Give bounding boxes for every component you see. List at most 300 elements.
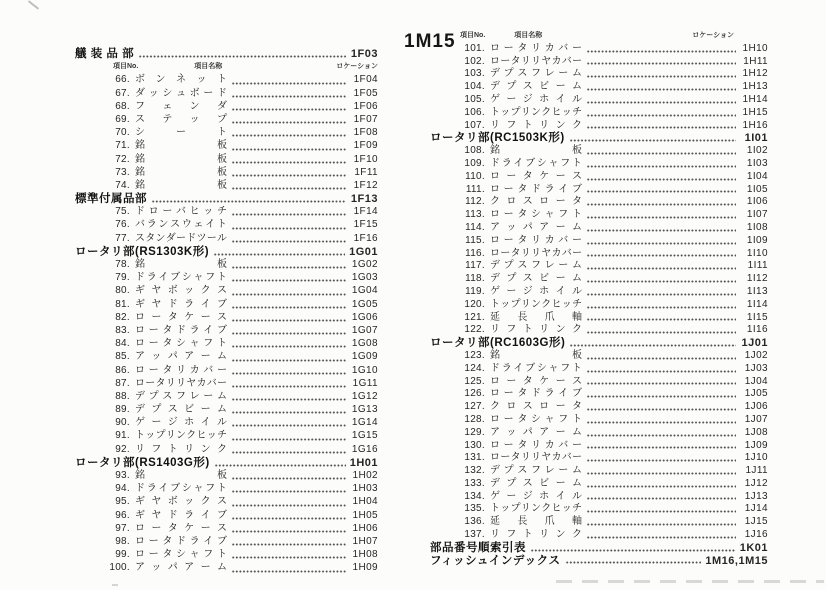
item-row bbox=[430, 184, 768, 197]
location-code: 1J10 bbox=[744, 452, 768, 464]
section-header-row bbox=[75, 246, 378, 259]
item-name: デ プ ス ビ ー ム bbox=[490, 81, 582, 93]
item-number: 90. bbox=[115, 417, 130, 429]
scan-artifact bbox=[556, 580, 824, 583]
scan-artifact bbox=[28, 0, 39, 10]
location-code: 1G03 bbox=[351, 272, 378, 284]
location-code: 1I06 bbox=[746, 196, 768, 208]
dot-leader bbox=[215, 464, 346, 467]
item-number: 82. bbox=[115, 311, 130, 323]
item-row bbox=[430, 56, 768, 69]
dot-leader bbox=[587, 497, 736, 500]
dot-leader bbox=[232, 543, 346, 546]
dot-leader bbox=[587, 523, 736, 526]
item-name-header: 項目名称 bbox=[194, 63, 223, 71]
section-header-row bbox=[75, 193, 378, 206]
dot-leader bbox=[587, 446, 736, 449]
item-name: リ フ ト リ ン ク bbox=[490, 324, 582, 336]
dot-leader bbox=[587, 395, 736, 398]
section-title: ロータリ部(RC1603G形) bbox=[430, 337, 566, 350]
item-name: ロ ー タ ド ラ イ ブ bbox=[490, 183, 582, 195]
location-code: 1J08 bbox=[744, 426, 768, 438]
item-row bbox=[75, 259, 378, 272]
item-number: 137. bbox=[464, 529, 485, 541]
item-name: ロ ー タ ド ラ イ ブ bbox=[490, 388, 582, 400]
item-name: ア ッ パ ア ー ム bbox=[490, 221, 582, 233]
item-row bbox=[430, 363, 768, 376]
location-code: 1J04 bbox=[744, 375, 768, 387]
item-name: ロ ー タ リ カ バ ー bbox=[490, 439, 582, 451]
item-name: 銘 板 bbox=[135, 166, 227, 178]
item-name: デ プ ス ビ ー ム bbox=[490, 477, 582, 489]
item-name: デ プ ス ビ ー ム bbox=[490, 273, 582, 285]
location-code: 1G13 bbox=[351, 404, 378, 416]
location-header: ロケーション bbox=[692, 32, 734, 39]
item-row bbox=[75, 74, 378, 87]
location-code: 1G15 bbox=[351, 430, 378, 442]
location-code: 1F03 bbox=[350, 48, 378, 60]
item-name: デ プ ス フ レ ー ム bbox=[490, 68, 582, 80]
location-code: 1J12 bbox=[744, 477, 768, 489]
dot-leader bbox=[232, 121, 346, 124]
item-name: 銘 板 bbox=[135, 140, 227, 152]
item-name: ロ ー タ ケ ー ス bbox=[490, 170, 582, 182]
dot-leader bbox=[587, 216, 736, 219]
item-row bbox=[430, 68, 768, 81]
location-code: 1H11 bbox=[743, 55, 768, 67]
item-row bbox=[430, 196, 768, 209]
item-row bbox=[75, 470, 378, 483]
item-row bbox=[75, 510, 378, 523]
location-code: 1F04 bbox=[353, 74, 378, 86]
item-number: 115. bbox=[465, 234, 485, 246]
item-name: ロ ー タ リ カ バ ー bbox=[135, 364, 227, 376]
item-number: 102. bbox=[464, 55, 485, 67]
location-code: 1F05 bbox=[353, 87, 378, 99]
item-name: リ フ ト リ ン ク bbox=[490, 529, 582, 541]
item-number: 129. bbox=[464, 426, 485, 438]
dot-leader bbox=[587, 472, 736, 475]
item-name: ト ッ プ リ ン ク ヒ ッ チ bbox=[490, 106, 582, 118]
item-row bbox=[75, 154, 378, 167]
item-row bbox=[430, 350, 768, 363]
location-code: 1I16 bbox=[746, 324, 768, 336]
section-header-row bbox=[430, 337, 768, 350]
location-code: 1F11 bbox=[354, 166, 378, 178]
dot-leader bbox=[587, 229, 736, 232]
item-number: 133. bbox=[464, 477, 485, 489]
item-name: ス タ ン ダ ー ド ツ ー ル bbox=[135, 232, 227, 244]
scan-artifact bbox=[112, 584, 118, 586]
item-name: ロ ー タ リ リ ヤ カ バ ー bbox=[490, 247, 582, 259]
item-name: バ ラ ン ス ウ ェ イ ト bbox=[135, 219, 227, 231]
item-number: 91. bbox=[115, 430, 130, 442]
dot-leader bbox=[587, 306, 736, 309]
location-code: 1G02 bbox=[351, 259, 378, 270]
item-number: 81. bbox=[115, 298, 130, 310]
item-number: 71. bbox=[115, 140, 130, 152]
location-code: 1G12 bbox=[351, 390, 378, 402]
location-code: 1H01 bbox=[349, 456, 378, 469]
item-number: 123. bbox=[464, 349, 485, 361]
location-code: 1F10 bbox=[353, 153, 378, 165]
item-row bbox=[75, 88, 378, 101]
item-row bbox=[75, 338, 378, 351]
item-number: 95. bbox=[115, 496, 130, 508]
item-number: 116. bbox=[465, 247, 485, 259]
section-title: 標準付属品部 bbox=[75, 193, 147, 206]
dot-leader bbox=[587, 254, 736, 257]
item-name: 銘 板 bbox=[135, 153, 227, 165]
location-code: 1H10 bbox=[742, 42, 768, 54]
location-code: 1F08 bbox=[353, 127, 378, 139]
dot-leader bbox=[232, 530, 346, 533]
item-name: 延 長 爪 軸 bbox=[490, 311, 582, 323]
item-row bbox=[75, 167, 378, 180]
location-code: 1J06 bbox=[744, 401, 768, 413]
dot-leader bbox=[232, 451, 346, 454]
dot-leader bbox=[587, 126, 736, 129]
item-number: 128. bbox=[464, 413, 485, 425]
item-row bbox=[430, 376, 768, 389]
item-row bbox=[430, 503, 768, 516]
item-number: 130. bbox=[464, 439, 485, 451]
item-row bbox=[430, 491, 768, 504]
item-number: 85. bbox=[115, 351, 130, 363]
item-row bbox=[430, 427, 768, 440]
location-code: 1F06 bbox=[353, 100, 378, 112]
dot-leader bbox=[587, 267, 736, 270]
dot-leader bbox=[587, 459, 736, 462]
section-title: ロータリ部(RS1303K形) bbox=[75, 245, 210, 258]
item-row bbox=[430, 120, 768, 133]
dot-leader bbox=[232, 95, 346, 98]
dot-leader bbox=[232, 213, 346, 216]
dot-leader bbox=[152, 200, 346, 203]
dot-leader bbox=[232, 227, 346, 230]
dot-leader bbox=[570, 139, 736, 142]
location-code: 1I08 bbox=[746, 221, 768, 233]
item-row bbox=[75, 101, 378, 114]
item-name: ロ ー タ リ カ バ ー bbox=[490, 234, 582, 246]
item-name: ロ ー タ リ カ バ ー bbox=[490, 42, 582, 54]
item-name: ロ ー タ ケ ー ス bbox=[135, 311, 227, 323]
item-row bbox=[75, 233, 378, 246]
item-number: 119. bbox=[465, 285, 485, 297]
dot-leader bbox=[232, 279, 346, 282]
item-name: ギ ヤ ド ラ イ ブ bbox=[135, 298, 227, 310]
item-number: 73. bbox=[115, 166, 130, 178]
location-code: 1H16 bbox=[742, 119, 768, 131]
item-number: 87. bbox=[115, 377, 130, 389]
item-number: 98. bbox=[115, 535, 130, 547]
dot-leader bbox=[587, 280, 736, 283]
item-row bbox=[430, 107, 768, 120]
item-number: 132. bbox=[464, 465, 485, 477]
item-number: 84. bbox=[115, 338, 130, 350]
item-row bbox=[75, 496, 378, 509]
item-number: 86. bbox=[115, 364, 130, 376]
item-number: 131. bbox=[464, 452, 485, 464]
item-number: 134. bbox=[464, 490, 485, 502]
item-name: ロ ー タ ド ラ イ ブ bbox=[135, 535, 227, 547]
item-number: 127. bbox=[464, 401, 485, 413]
column-header-row bbox=[430, 30, 768, 43]
dot-leader bbox=[587, 165, 736, 168]
location-code: 1H09 bbox=[352, 562, 378, 574]
location-code: 1G04 bbox=[351, 285, 378, 297]
location-header: ロケーション bbox=[336, 63, 378, 71]
item-name: ロ ー タ ケ ー ス bbox=[135, 522, 227, 534]
dot-leader bbox=[232, 490, 346, 493]
section-title: 部品番号順索引表 bbox=[430, 541, 526, 554]
location-code: 1F13 bbox=[350, 193, 378, 206]
section-header-row bbox=[75, 48, 378, 61]
location-code: 1H04 bbox=[352, 496, 378, 508]
dot-leader bbox=[587, 178, 736, 181]
item-row bbox=[430, 94, 768, 107]
dot-leader bbox=[232, 319, 346, 322]
item-name: ド ラ イ ブ シ ャ フ ト bbox=[135, 272, 227, 284]
item-row bbox=[75, 325, 378, 338]
location-code: 1F16 bbox=[353, 232, 378, 244]
location-code: 1J09 bbox=[744, 439, 768, 451]
index-left-column bbox=[75, 48, 378, 576]
item-row bbox=[430, 286, 768, 299]
item-row bbox=[75, 549, 378, 562]
item-name: ロ ー タ リ リ ヤ カ バ ー bbox=[490, 55, 582, 67]
dot-leader bbox=[232, 372, 346, 375]
dot-leader bbox=[232, 332, 346, 335]
item-row bbox=[430, 414, 768, 427]
item-row bbox=[75, 404, 378, 417]
location-code: 1M16,1M15 bbox=[705, 554, 768, 567]
item-name: 銘 板 bbox=[135, 470, 227, 481]
location-code: 1I03 bbox=[746, 157, 768, 169]
item-number: 109. bbox=[464, 157, 485, 169]
item-number: 68. bbox=[115, 100, 130, 112]
dot-leader bbox=[232, 82, 346, 85]
item-row bbox=[75, 430, 378, 443]
dot-leader bbox=[587, 242, 736, 245]
item-no-header: 項目No. bbox=[113, 63, 139, 71]
item-name: ト ッ プ リ ン ク ヒ ッ チ bbox=[490, 503, 582, 515]
item-number: 66. bbox=[115, 74, 130, 86]
item-number: 108. bbox=[464, 145, 485, 157]
location-code: 1I13 bbox=[746, 285, 768, 297]
section-header-row bbox=[430, 555, 768, 568]
item-row bbox=[430, 312, 768, 325]
item-name: ト ッ プ リ ン ク ヒ ッ チ bbox=[135, 430, 227, 442]
location-code: 1H08 bbox=[352, 549, 378, 561]
item-row bbox=[75, 391, 378, 404]
dot-leader bbox=[587, 357, 736, 360]
item-number: 125. bbox=[464, 375, 485, 387]
location-code: 1F15 bbox=[353, 219, 378, 231]
dot-leader bbox=[587, 152, 736, 155]
location-code: 1I05 bbox=[746, 183, 768, 195]
section-title: フィッシュインデックス bbox=[430, 554, 561, 567]
item-name: ク ロ ス ロ ー タ bbox=[490, 401, 582, 413]
dot-leader bbox=[232, 385, 346, 388]
item-row bbox=[430, 158, 768, 171]
item-name: ロ ー タ ケ ー ス bbox=[490, 375, 582, 387]
item-number: 100. bbox=[109, 562, 130, 574]
item-name: デ プ ス フ レ ー ム bbox=[135, 390, 227, 402]
item-row bbox=[430, 209, 768, 222]
item-row bbox=[75, 219, 378, 232]
item-number: 136. bbox=[464, 516, 485, 528]
item-name: デ プ ス フ レ ー ム bbox=[490, 260, 582, 272]
location-code: 1H05 bbox=[352, 509, 378, 521]
location-code: 1I09 bbox=[746, 234, 768, 246]
location-code: 1G09 bbox=[351, 351, 378, 363]
dot-leader bbox=[232, 570, 346, 573]
item-number: 96. bbox=[115, 509, 130, 521]
location-code: 1J16 bbox=[744, 529, 768, 541]
item-row bbox=[430, 260, 768, 273]
location-code: 1I14 bbox=[746, 298, 768, 310]
item-name: 銘 板 bbox=[490, 349, 582, 361]
location-code: 1F14 bbox=[353, 206, 378, 218]
location-code: 1G08 bbox=[351, 338, 378, 350]
section-title: 艤 装 品 部 bbox=[75, 48, 135, 60]
item-row bbox=[430, 81, 768, 94]
dot-leader bbox=[232, 161, 346, 164]
location-code: 1H15 bbox=[742, 106, 768, 118]
location-code: 1I12 bbox=[746, 273, 768, 285]
item-name: リ フ ト リ ン ク bbox=[135, 443, 227, 455]
item-number: 104. bbox=[464, 81, 485, 93]
item-name: ロ ー タ シ ャ フ ト bbox=[135, 549, 227, 561]
dot-leader bbox=[587, 101, 736, 104]
item-name: ボ ン ネ ッ ト bbox=[135, 74, 227, 86]
dot-leader bbox=[232, 424, 346, 427]
item-name: 延 長 爪 軸 bbox=[490, 516, 582, 528]
item-number: 107. bbox=[464, 119, 485, 131]
location-code: 1G14 bbox=[351, 417, 378, 429]
item-name: ロ ー タ シ ャ フ ト bbox=[135, 338, 227, 350]
dot-leader bbox=[587, 434, 736, 437]
item-number: 76. bbox=[115, 219, 130, 231]
item-row bbox=[75, 299, 378, 312]
item-row bbox=[430, 235, 768, 248]
item-row bbox=[75, 378, 378, 391]
item-row bbox=[75, 483, 378, 496]
item-name: ロ ー タ リ リ ヤ カ バ ー bbox=[490, 452, 582, 464]
item-row bbox=[430, 299, 768, 312]
location-code: 1F12 bbox=[353, 179, 378, 191]
item-name: ゲ ー ジ ホ イ ル bbox=[490, 490, 582, 502]
item-name: ド ロ ー バ ヒ ッ チ bbox=[135, 206, 227, 218]
item-name: 銘 板 bbox=[490, 145, 582, 157]
location-code: 1I15 bbox=[746, 311, 768, 323]
section-title: ロータリ部(RS1403G形) bbox=[75, 456, 210, 469]
item-number: 105. bbox=[464, 93, 485, 105]
item-number: 121. bbox=[464, 311, 485, 323]
item-row bbox=[430, 222, 768, 235]
location-code: 1H14 bbox=[742, 93, 768, 105]
item-name: 銘 板 bbox=[135, 259, 227, 270]
item-name: ゲ ー ジ ホ イ ル bbox=[490, 285, 582, 297]
dot-leader bbox=[587, 370, 736, 373]
item-number: 88. bbox=[115, 390, 130, 402]
item-row bbox=[75, 285, 378, 298]
item-row bbox=[75, 351, 378, 364]
location-code: 1J03 bbox=[744, 362, 768, 374]
item-row bbox=[430, 465, 768, 478]
item-row bbox=[430, 529, 768, 542]
dot-leader bbox=[531, 549, 736, 552]
location-code: 1I02 bbox=[746, 145, 768, 157]
item-row bbox=[430, 171, 768, 184]
item-row bbox=[75, 536, 378, 549]
item-row bbox=[75, 127, 378, 140]
item-number: 69. bbox=[115, 113, 130, 125]
location-code: 1J05 bbox=[744, 388, 768, 400]
item-number: 83. bbox=[115, 324, 130, 336]
location-code: 1I11 bbox=[747, 260, 768, 272]
column-header-row bbox=[75, 61, 378, 74]
dot-leader bbox=[232, 438, 346, 441]
item-row bbox=[430, 388, 768, 401]
item-number: 135. bbox=[464, 503, 485, 515]
item-name: フ ェ ン ダ bbox=[135, 100, 227, 112]
item-row bbox=[75, 180, 378, 193]
item-name: ロ ー タ シ ャ フ ト bbox=[490, 209, 582, 221]
item-name-header: 項目名称 bbox=[514, 32, 543, 39]
location-code: 1J15 bbox=[744, 516, 768, 528]
item-row bbox=[75, 365, 378, 378]
item-name: ゲ ー ジ ホ イ ル bbox=[135, 417, 227, 429]
location-code: 1H13 bbox=[742, 81, 768, 93]
item-name: ア ッ パ ア ー ム bbox=[135, 562, 227, 574]
item-number: 79. bbox=[115, 272, 130, 284]
section-header-row bbox=[430, 132, 768, 145]
item-number: 77. bbox=[115, 232, 130, 244]
item-name: ロ ー タ ド ラ イ ブ bbox=[135, 324, 227, 336]
item-number: 78. bbox=[115, 259, 130, 270]
item-row bbox=[430, 452, 768, 465]
item-number: 72. bbox=[115, 153, 130, 165]
item-row bbox=[75, 114, 378, 127]
item-name: ギ ヤ ボ ッ ク ス bbox=[135, 285, 227, 297]
item-row bbox=[430, 324, 768, 337]
dot-leader bbox=[232, 504, 346, 507]
item-name: デ プ ス フ レ ー ム bbox=[490, 465, 582, 477]
item-name: ロ ー タ シ ャ フ ト bbox=[490, 413, 582, 425]
item-row bbox=[75, 417, 378, 430]
location-code: 1F07 bbox=[353, 113, 378, 125]
dot-leader bbox=[232, 174, 346, 177]
item-row bbox=[75, 272, 378, 285]
dot-leader bbox=[232, 266, 346, 269]
item-row bbox=[75, 206, 378, 219]
item-name: リ フ ト リ ン ク bbox=[490, 119, 582, 131]
item-number: 101. bbox=[464, 42, 485, 54]
item-name: ト ッ プ リ ン ク ヒ ッ チ bbox=[490, 298, 582, 310]
location-code: 1H07 bbox=[352, 535, 378, 547]
item-number: 80. bbox=[115, 285, 130, 297]
section-title: ロータリ部(RC1503K形) bbox=[430, 132, 565, 145]
location-code: 1J02 bbox=[744, 349, 768, 361]
dot-leader bbox=[587, 510, 736, 513]
dot-leader bbox=[587, 203, 736, 206]
item-name: ド ラ イ ブ シ ャ フ ト bbox=[135, 483, 227, 495]
location-code: 1I10 bbox=[746, 247, 768, 259]
location-code: 1I01 bbox=[744, 132, 768, 145]
location-code: 1H06 bbox=[352, 522, 378, 534]
